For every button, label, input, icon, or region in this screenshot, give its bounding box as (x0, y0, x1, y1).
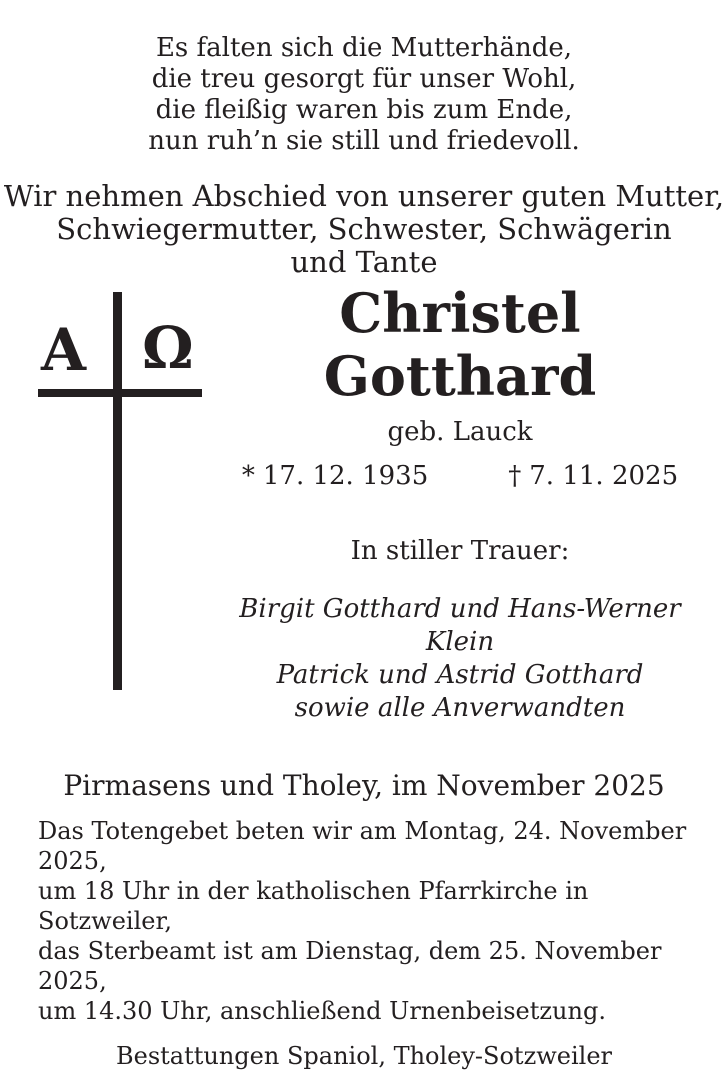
funeral-home-line: Bestattungen Spaniol, Tholey-Sotzweiler (115, 1042, 612, 1070)
opening-poem (0, 0, 728, 157)
death-date (508, 461, 678, 491)
service-info-line: um 18 Uhr in der katholischen Pfarrkirche in Sotzweiler, (38, 877, 589, 935)
death-date-value: 7. 11. 2025 (529, 461, 679, 491)
alpha-omega-cross-icon (38, 292, 202, 690)
poem-line: Es falten sich die Mutterhände, (155, 33, 573, 63)
death-dagger-symbol: † (508, 461, 522, 491)
deceased-name (202, 282, 718, 408)
life-dates (202, 461, 718, 491)
mourners-list (202, 593, 718, 725)
deceased-details (202, 281, 728, 725)
service-info-line: Das Totengebet beten wir am Montag, 24. November 2025, (38, 817, 687, 875)
service-info-line: das Sterbeamt ist am Dienstag, dem 25. November 2025, (38, 937, 662, 995)
cross-horizontal-bar (38, 389, 202, 397)
service-information (38, 816, 698, 1026)
mourning-heading: In stiller Trauer: (350, 536, 570, 566)
mourner-line: Birgit Gotthard und Hans-Werner Klein (239, 594, 681, 657)
cross-vertical-bar (113, 292, 122, 690)
poem-line: die treu gesorgt für unser Wohl, (151, 64, 577, 94)
mourner-line: Patrick und Astrid Gotthard (276, 660, 644, 690)
farewell-intro (0, 180, 728, 279)
poem-line: nun ruh’n sie still und friedevoll. (148, 126, 580, 156)
memorial-section (0, 281, 728, 725)
maiden-name: geb. Lauck (387, 417, 533, 447)
intro-line: Wir nehmen Abschied von unserer guten Mutter, (3, 179, 725, 213)
deceased-last-name: Gotthard (323, 344, 597, 408)
place-date-line: Pirmasens und Tholey, im November 2025 (63, 769, 665, 802)
intro-line: und Tante (290, 245, 438, 279)
alpha-letter: A (41, 316, 87, 384)
birth-date (242, 461, 428, 491)
deceased-first-name: Christel (339, 281, 581, 345)
service-info-line: um 14.30 Uhr, anschließend Urnenbeisetzung. (38, 997, 606, 1025)
birth-star-symbol: * (241, 461, 255, 491)
mourner-line: sowie alle Anverwandten (294, 693, 626, 723)
omega-letter: Ω (142, 314, 194, 382)
birth-date-value: 17. 12. 1935 (262, 461, 429, 491)
intro-line: Schwiegermutter, Schwester, Schwägerin (56, 212, 672, 246)
poem-line: die fleißig waren bis zum Ende, (155, 95, 573, 125)
